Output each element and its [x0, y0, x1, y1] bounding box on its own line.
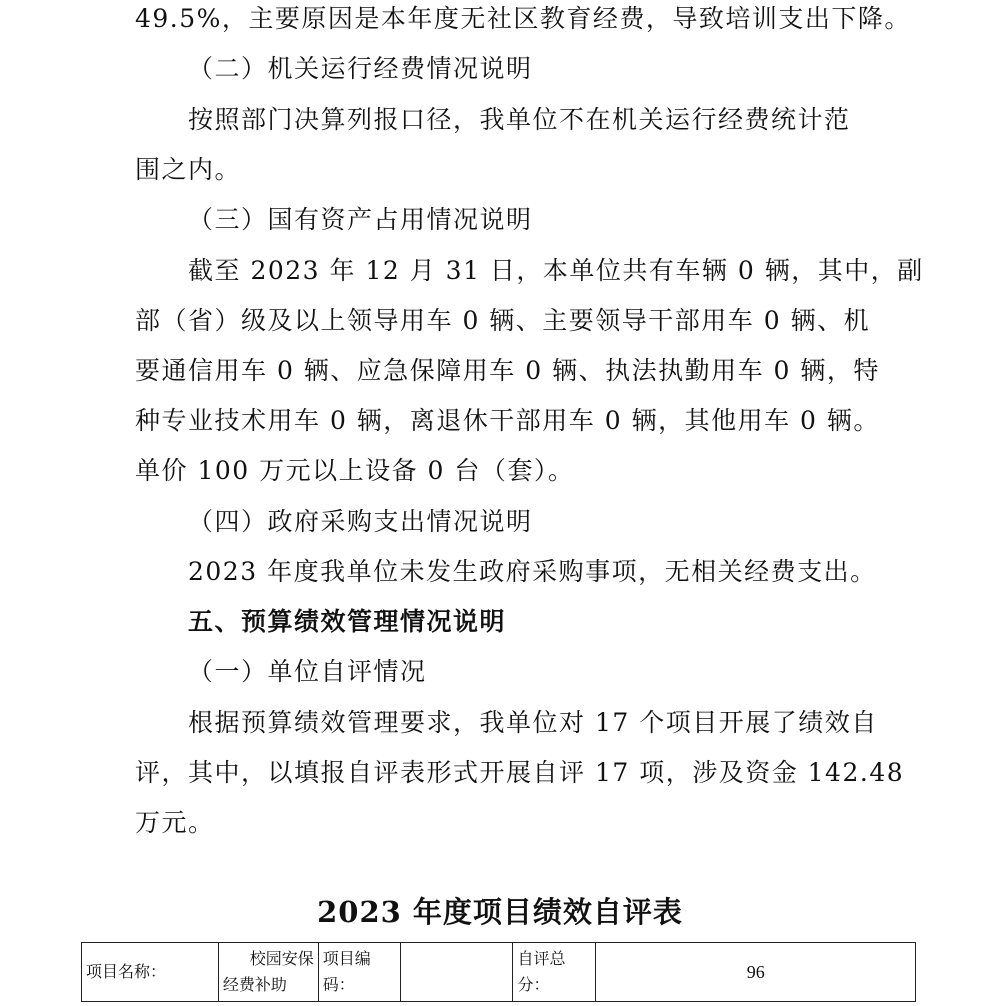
paragraph-line: 截至 2023 年 12 月 31 日，本单位共有车辆 0 辆，其中，副 [188, 256, 924, 285]
table-row [82, 943, 916, 1002]
self-score-label [513, 943, 596, 1002]
paragraph-line: 万元。 [135, 808, 215, 837]
project-name-value-line: 经费补助 [222, 975, 287, 994]
self-score-value: 96 [596, 943, 916, 1002]
self-score-label-line: 自评总 [517, 949, 566, 968]
subsection-heading-self-evaluation: （一）单位自评情况 [188, 657, 427, 686]
project-code-label [318, 943, 400, 1002]
project-name-value-line: 校园安保 [249, 949, 314, 968]
section-heading-performance-management: 五、预算绩效管理情况说明 [188, 607, 507, 636]
paragraph-line: 部（省）级及以上领导用车 0 辆、主要领导干部用车 0 辆、机 [135, 306, 871, 335]
paragraph-line: 评，其中，以填报自评表形式开展自评 17 项，涉及资金 142.48 [135, 758, 905, 787]
project-name-value [218, 943, 318, 1002]
self-evaluation-table [81, 942, 916, 1002]
project-name-label: 项目名称： [82, 943, 219, 1002]
project-code-label-line: 码： [322, 975, 355, 994]
paragraph-line: 2023 年度我单位未发生政府采购事项，无相关经费支出。 [188, 557, 877, 586]
paragraph-line: 根据预算绩效管理要求，我单位对 17 个项目开展了绩效自 [188, 708, 878, 737]
section-heading-operating-funds: （二）机关运行经费情况说明 [188, 54, 533, 83]
paragraph-line: 49.5%，主要原因是本年度无社区教育经费，导致培训支出下降。 [135, 4, 911, 33]
paragraph-line: 种专业技术用车 0 辆，离退休干部用车 0 辆，其他用车 0 辆。 [135, 406, 880, 435]
paragraph-line: 要通信用车 0 辆、应急保障用车 0 辆、执法执勤用车 0 辆，特 [135, 356, 880, 385]
paragraph-line: 单价 100 万元以上设备 0 台（套）。 [135, 456, 575, 485]
project-code-label-line: 项目编 [322, 949, 371, 968]
table-title: 2023 年度项目绩效自评表 [317, 895, 683, 929]
paragraph-line: 围之内。 [135, 155, 242, 184]
project-code-value [400, 943, 513, 1002]
self-score-label-line: 分： [517, 975, 550, 994]
section-heading-government-procurement: （四）政府采购支出情况说明 [188, 507, 533, 536]
paragraph-line: 按照部门决算列报口径，我单位不在机关运行经费统计范 [188, 105, 851, 134]
section-heading-state-assets: （三）国有资产占用情况说明 [188, 205, 533, 234]
